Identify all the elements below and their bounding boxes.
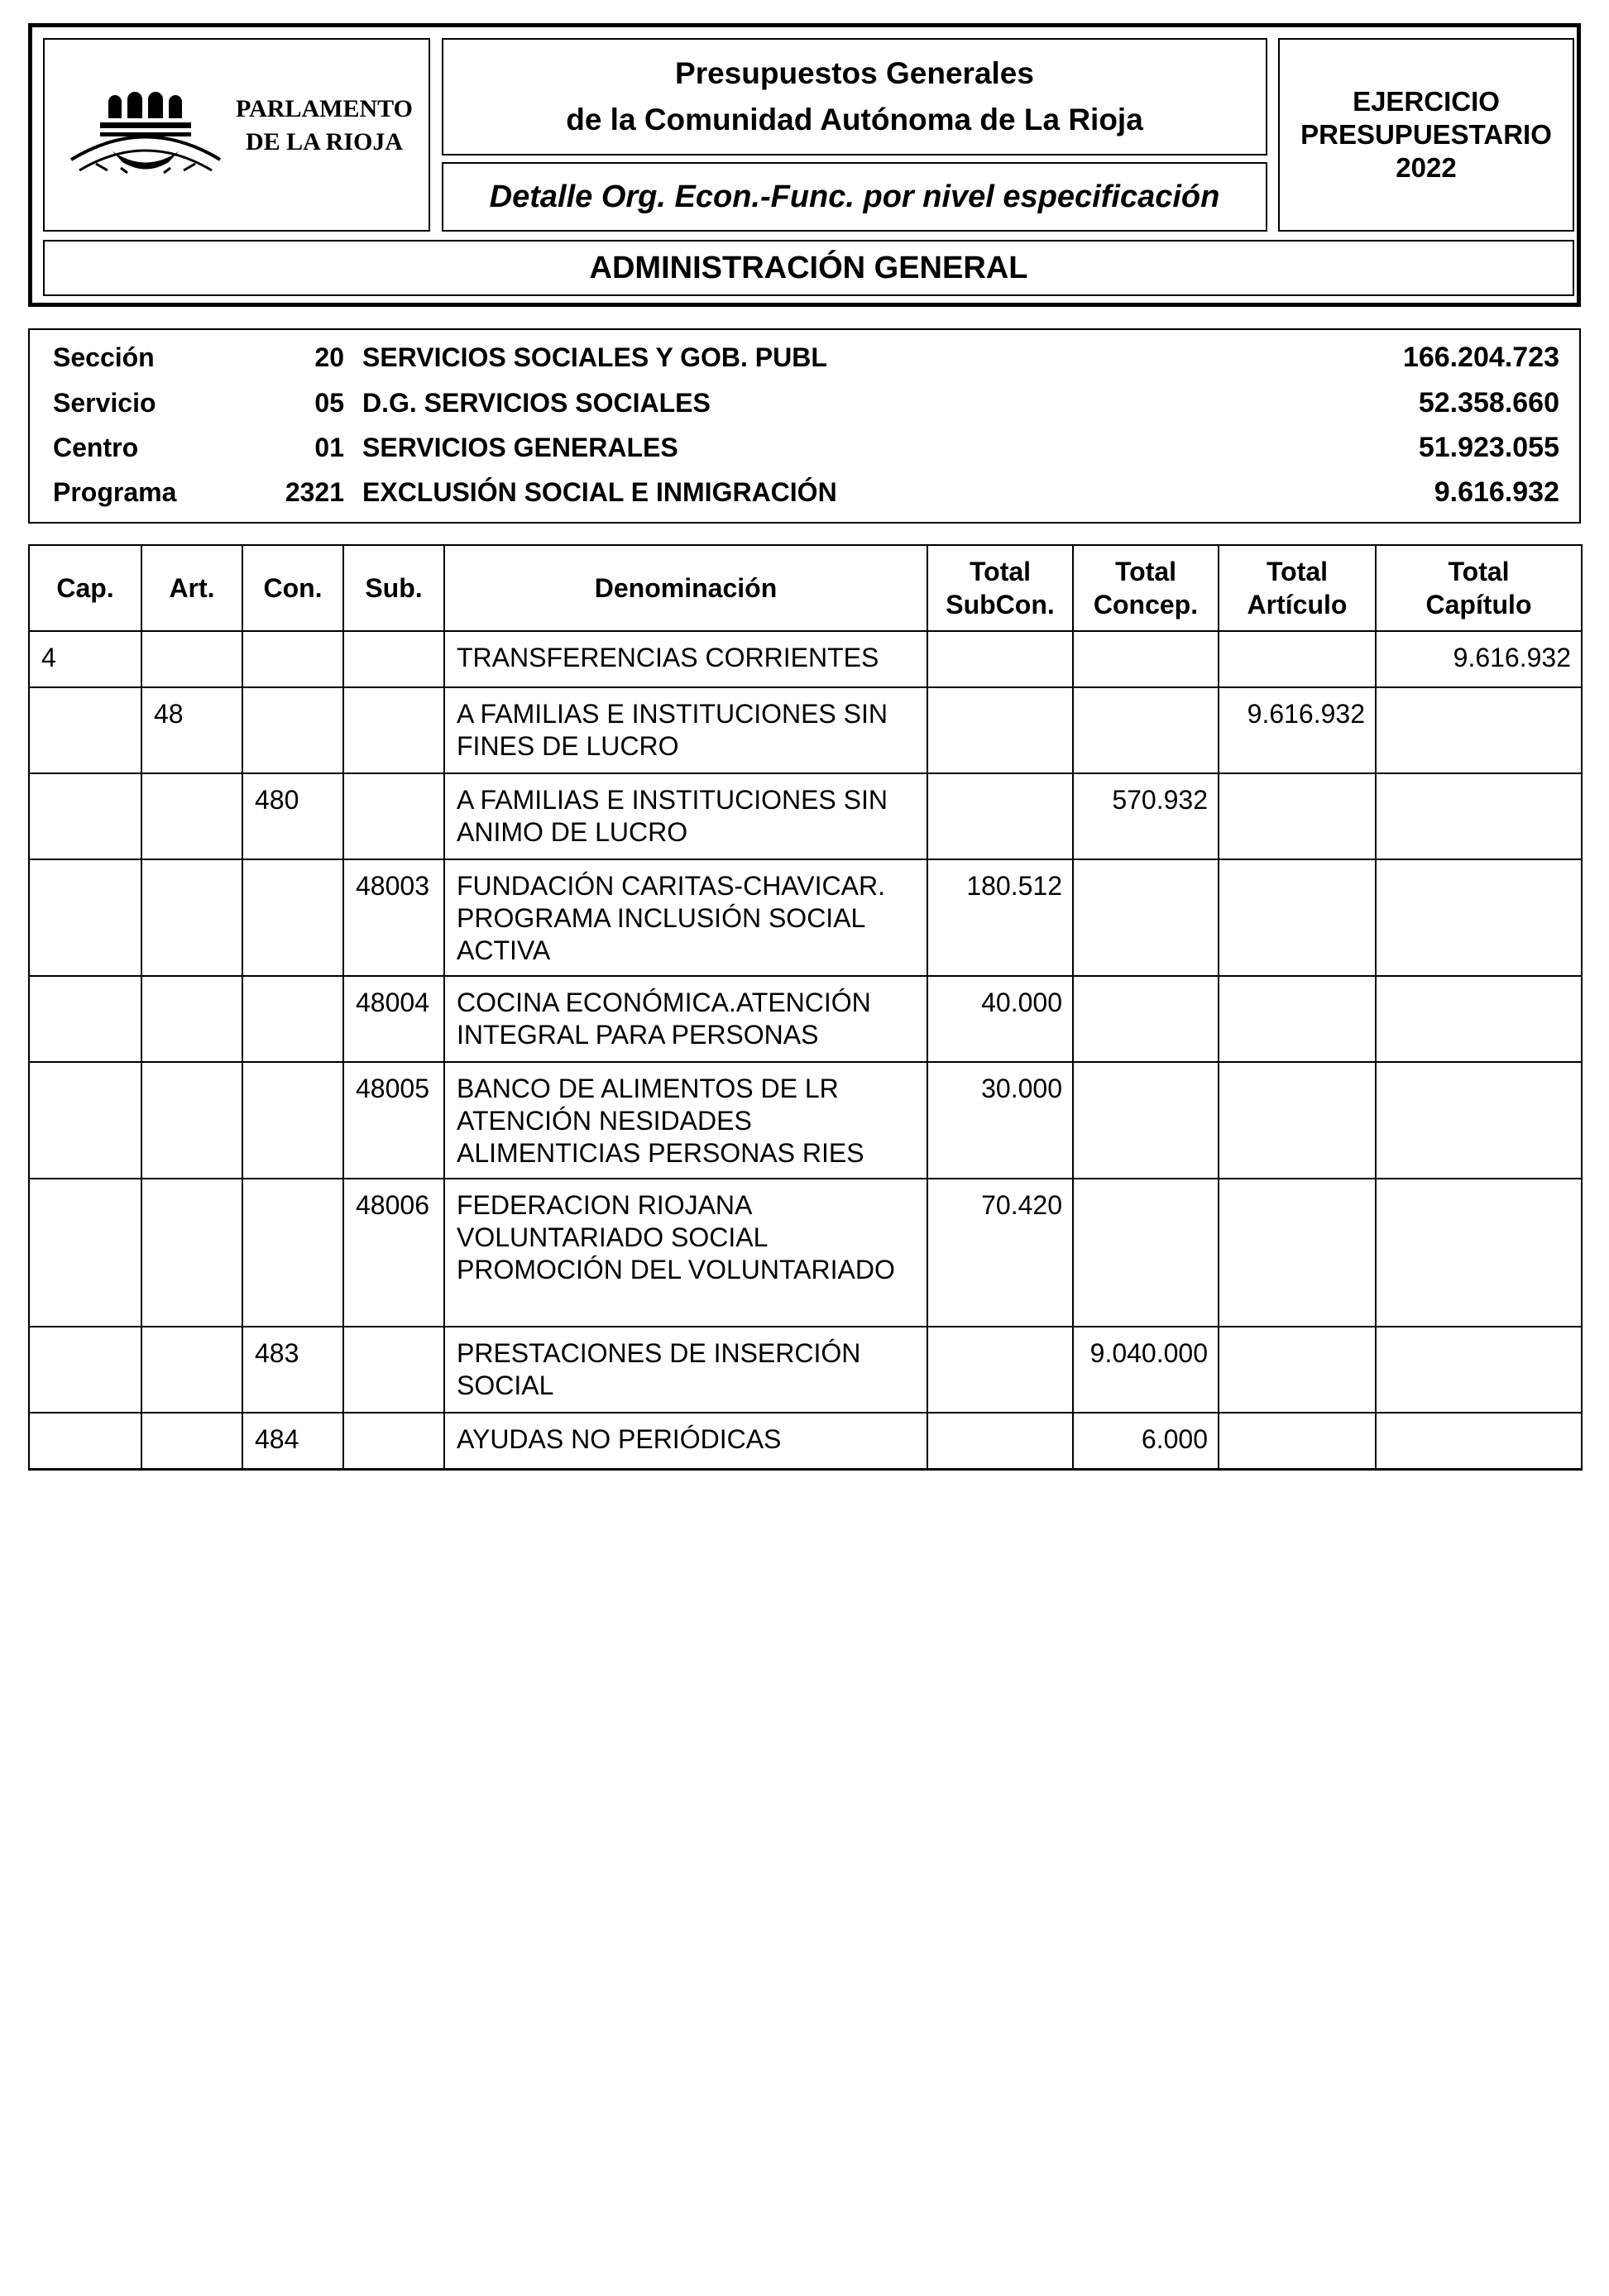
header-label: Artículo (1247, 590, 1348, 619)
cell-art (141, 1413, 242, 1469)
cell-total-concep (1073, 687, 1219, 773)
header-label: Total (1114, 557, 1177, 586)
table-row (29, 1179, 1582, 1327)
org-name: EXCLUSIÓN SOCIAL E INMIGRACIÓN (362, 476, 837, 507)
cell-total-capitulo (1376, 976, 1582, 1062)
cell-total-subcon (927, 1413, 1073, 1469)
cell-denominacion: FEDERACION RIOJANA VOLUNTARIADO SOCIAL PROMOCIÓN DEL VOLUNTARIADO (444, 1179, 927, 1327)
cell-denominacion: FUNDACIÓN CARITAS-CHAVICAR. PROGRAMA INCLUSIÓN SOCIAL ACTIVA (444, 859, 927, 976)
cell-denominacion: AYUDAS NO PERIÓDICAS (444, 1413, 927, 1469)
table-row (29, 1062, 1582, 1179)
cell-total-capitulo (1376, 1413, 1582, 1469)
cell-total-concep (1073, 1062, 1219, 1179)
cell-cap: 4 (29, 631, 141, 687)
org-label: Programa (53, 476, 177, 507)
header-label: Total (1266, 557, 1329, 586)
cell-total-concep: 6.000 (1073, 1413, 1219, 1469)
cell-total-capitulo (1376, 1062, 1582, 1179)
cell-total-concep (1073, 1179, 1219, 1327)
org-name: SERVICIOS GENERALES (362, 432, 678, 462)
cell-cap (29, 1179, 141, 1327)
cell-denominacion: PRESTACIONES DE INSERCIÓN SOCIAL (444, 1327, 927, 1413)
header-art: Art. (141, 545, 242, 631)
cell-total-articulo (1219, 773, 1376, 859)
org-row-centro (30, 425, 1579, 470)
cell-cap (29, 773, 141, 859)
title-line1: Presupuestos Generales (675, 56, 1034, 90)
table-row (29, 1327, 1582, 1413)
cell-total-subcon (927, 1327, 1073, 1413)
cell-denominacion: A FAMILIAS E INSTITUCIONES SIN FINES DE LUCRO (444, 687, 927, 773)
cell-total-concep: 570.932 (1073, 773, 1219, 859)
header-label: Total (969, 557, 1032, 586)
cell-total-articulo: 9.616.932 (1219, 687, 1376, 773)
table-row (29, 1413, 1582, 1469)
cell-total-articulo (1219, 1062, 1376, 1179)
cell-cap (29, 1062, 141, 1179)
cell-denominacion: COCINA ECONÓMICA.ATENCIÓN INTEGRAL PARA PERSONAS (444, 976, 927, 1062)
org-code: 05 (314, 387, 344, 418)
cell-sub (343, 1327, 444, 1413)
header-total-concep (1073, 545, 1219, 631)
header-cap: Cap. (29, 545, 141, 631)
header-sub: Sub. (343, 545, 444, 631)
cell-total-articulo (1219, 1327, 1376, 1413)
header-label: Concep. (1093, 590, 1199, 619)
cell-con (242, 859, 343, 976)
table-row (29, 687, 1582, 773)
table-row (29, 976, 1582, 1062)
cell-total-subcon: 30.000 (927, 1062, 1073, 1179)
budget-detail-table (28, 544, 1583, 1471)
header-total-articulo (1219, 545, 1376, 631)
cell-total-articulo (1219, 859, 1376, 976)
administration-title: ADMINISTRACIÓN GENERAL (43, 240, 1574, 296)
cell-con (242, 1062, 343, 1179)
org-label: Servicio (53, 387, 156, 418)
cell-total-subcon: 70.420 (927, 1179, 1073, 1327)
cell-sub: 48004 (343, 976, 444, 1062)
cell-cap (29, 687, 141, 773)
cell-total-subcon: 40.000 (927, 976, 1073, 1062)
cell-total-concep (1073, 631, 1219, 687)
cell-con: 480 (242, 773, 343, 859)
cell-con: 483 (242, 1327, 343, 1413)
cell-total-capitulo (1376, 773, 1582, 859)
cell-sub: 48006 (343, 1179, 444, 1327)
cell-art (141, 773, 242, 859)
cell-total-subcon (927, 773, 1073, 859)
cell-art (141, 1062, 242, 1179)
fiscal-year-panel (1278, 38, 1574, 232)
cell-total-capitulo (1376, 687, 1582, 773)
cell-denominacion: BANCO DE ALIMENTOS DE LR ATENCIÓN NESIDADES ALIMENTICIAS PERSONAS RIES (444, 1062, 927, 1179)
logo-text-line1: PARLAMENTO (236, 95, 413, 122)
cell-total-capitulo (1376, 1327, 1582, 1413)
document-header (28, 23, 1581, 307)
org-row-programa (30, 470, 1579, 514)
cell-total-subcon (927, 631, 1073, 687)
cell-sub (343, 773, 444, 859)
cell-total-subcon (927, 687, 1073, 773)
header-label: SubCon. (946, 590, 1055, 619)
year-value: 2022 (1396, 152, 1457, 183)
cell-art (141, 1327, 242, 1413)
org-amount: 9.616.932 (1434, 476, 1559, 508)
org-code: 20 (314, 342, 344, 372)
header-label: Total (1448, 557, 1510, 586)
cell-con (242, 687, 343, 773)
cell-denominacion: TRANSFERENCIAS CORRIENTES (444, 631, 927, 687)
table-row (29, 773, 1582, 859)
cell-total-articulo (1219, 1413, 1376, 1469)
cell-total-concep (1073, 859, 1219, 976)
cell-con (242, 631, 343, 687)
organization-summary (28, 328, 1581, 524)
cell-con: 484 (242, 1413, 343, 1469)
org-label: Sección (53, 342, 155, 372)
header-denominacion: Denominación (444, 545, 927, 631)
org-amount: 51.923.055 (1418, 431, 1559, 463)
header-total-capitulo (1376, 545, 1582, 631)
cell-total-articulo (1219, 631, 1376, 687)
header-total-subcon (927, 545, 1073, 631)
cell-sub: 48005 (343, 1062, 444, 1179)
document-subtitle: Detalle Org. Econ.-Func. por nivel especificación (442, 162, 1267, 232)
cell-total-capitulo: 9.616.932 (1376, 631, 1582, 687)
org-code: 01 (314, 432, 344, 462)
cell-cap (29, 1413, 141, 1469)
cell-total-capitulo (1376, 1179, 1582, 1327)
org-code: 2321 (285, 476, 344, 507)
org-amount: 52.358.660 (1418, 386, 1559, 419)
cell-art (141, 859, 242, 976)
cell-sub (343, 631, 444, 687)
table-row (29, 631, 1582, 687)
year-line2: PRESUPUESTARIO (1300, 119, 1552, 150)
logo-panel (43, 38, 430, 232)
cell-cap (29, 859, 141, 976)
cell-con (242, 976, 343, 1062)
cell-total-articulo (1219, 1179, 1376, 1327)
cell-total-capitulo (1376, 859, 1582, 976)
org-name: D.G. SERVICIOS SOCIALES (362, 387, 711, 418)
logo-wordmark (225, 93, 424, 159)
document-title (442, 38, 1267, 155)
cell-art (141, 631, 242, 687)
table-header-row (29, 545, 1582, 631)
cell-total-concep (1073, 976, 1219, 1062)
header-label: Capítulo (1425, 590, 1532, 619)
logo-text-line2: DE LA RIOJA (245, 128, 404, 155)
cell-art: 48 (141, 687, 242, 773)
cell-denominacion: A FAMILIAS E INSTITUCIONES SIN ANIMO DE LUCRO (444, 773, 927, 859)
cell-cap (29, 1327, 141, 1413)
parliament-logo-icon (63, 81, 228, 189)
cell-cap (29, 976, 141, 1062)
cell-sub: 48003 (343, 859, 444, 976)
cell-art (141, 1179, 242, 1327)
org-row-servicio (30, 380, 1579, 425)
table-row (29, 859, 1582, 976)
org-name: SERVICIOS SOCIALES Y GOB. PUBL (362, 342, 827, 372)
cell-sub (343, 687, 444, 773)
cell-total-concep: 9.040.000 (1073, 1327, 1219, 1413)
cell-art (141, 976, 242, 1062)
cell-con (242, 1179, 343, 1327)
cell-total-subcon: 180.512 (927, 859, 1073, 976)
year-line1: EJERCICIO (1353, 86, 1500, 117)
header-con: Con. (242, 545, 343, 631)
title-line2: de la Comunidad Autónoma de La Rioja (566, 103, 1143, 136)
org-row-seccion (30, 335, 1579, 380)
org-amount: 166.204.723 (1402, 341, 1559, 373)
cell-total-articulo (1219, 976, 1376, 1062)
org-label: Centro (53, 432, 139, 462)
cell-sub (343, 1413, 444, 1469)
